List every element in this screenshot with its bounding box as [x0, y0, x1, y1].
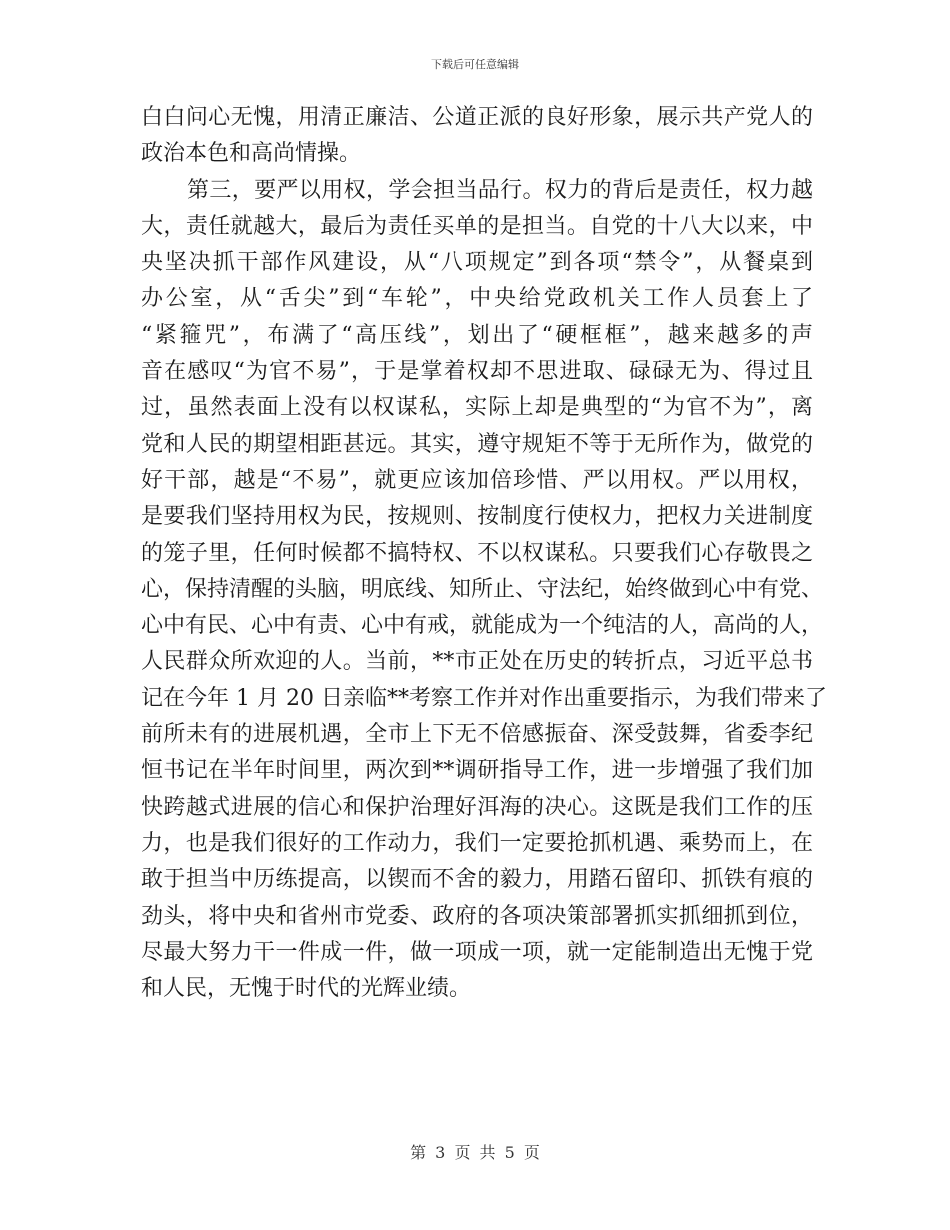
text-line: 劲头，将中央和省州市党委、政府的各项决策部署抓实抓细抓到位，	[141, 903, 813, 929]
text-line: 过，虽然表面上没有以权谋私，实际上却是典型的“为官不为”，离	[141, 395, 813, 421]
text-line: 党和人民的期望相距甚远。其实，遵守规矩不等于无所作为，做党的	[141, 431, 813, 457]
text-line: 是要我们坚持用权为民，按规则、按制度行使权力，把权力关进制度	[141, 504, 813, 530]
text-line: 心，保持清醒的头脑，明底线、知所止、守法纪，始终做到心中有党、	[141, 576, 824, 602]
paragraph-start-line: 第三，要严以用权，学会担当品行。权力的背后是责任，权力越	[187, 177, 813, 203]
text-line: 快跨越式进展的信心和保护治理好洱海的决心。这既是我们工作的压	[141, 794, 813, 820]
text-line: 大，责任就越大，最后为责任买单的是担当。自党的十八大以来，中	[141, 213, 813, 239]
text-line: 敢于担当中历练提高，以锲而不舍的毅力，用踏石留印、抓铁有痕的	[141, 867, 813, 893]
text-line: 人民群众所欢迎的人。当前，**市正处在历史的转折点，习近平总书	[141, 649, 813, 675]
text-line: 前所未有的进展机遇，全市上下无不倍感振奋、深受鼓舞，省委李纪	[141, 722, 813, 748]
text-line: 力，也是我们很好的工作动力，我们一定要抢抓机遇、乘势而上，在	[141, 830, 813, 856]
text-line: 音在感叹“为官不易”，于是掌着权却不思进取、碌碌无为、得过且	[141, 359, 813, 385]
text-line: 政治本色和高尚情操。	[141, 141, 362, 167]
text-line: 的笼子里，任何时候都不搞特权、不以权谋私。只要我们心存敬畏之	[141, 540, 813, 566]
text-line: 尽最大努力干一件成一件，做一项成一项，就一定能制造出无愧于党	[141, 939, 813, 965]
text-line: “紧箍咒”，布满了“高压线”，划出了“硬框框”，越来越多的声	[141, 322, 813, 348]
document-body	[141, 100, 827, 1007]
text-line: 和人民，无愧于时代的光辉业绩。	[141, 976, 472, 1002]
text-line: 白白问心无愧，用清正廉洁、公道正派的良好形象，展示共产党人的	[141, 105, 813, 130]
text-line: 央坚决抓干部作风建设，从“八项规定”到各项“禁令”，从餐桌到	[141, 250, 813, 276]
text-line: 记在今年 1 月 20 日亲临**考察工作并对作出重要指示，为我们带来了	[141, 685, 827, 711]
text-line: 心中有民、心中有责、心中有戒，就能成为一个纯洁的人，高尚的人，	[141, 613, 824, 639]
text-line: 办公室，从“舌尖”到“车轮”，中央给党政机关工作人员套上了	[141, 286, 813, 312]
text-line: 好干部，越是“不易”，就更应该加倍珍惜、严以用权。严以用权，	[141, 467, 813, 493]
text-line: 恒书记在半年时间里，两次到**调研指导工作，进一步增强了我们加	[141, 758, 813, 784]
page-header: 下载后可任意编辑	[431, 58, 519, 71]
page-number-footer: 第 3 页 共 5 页	[410, 1143, 540, 1162]
